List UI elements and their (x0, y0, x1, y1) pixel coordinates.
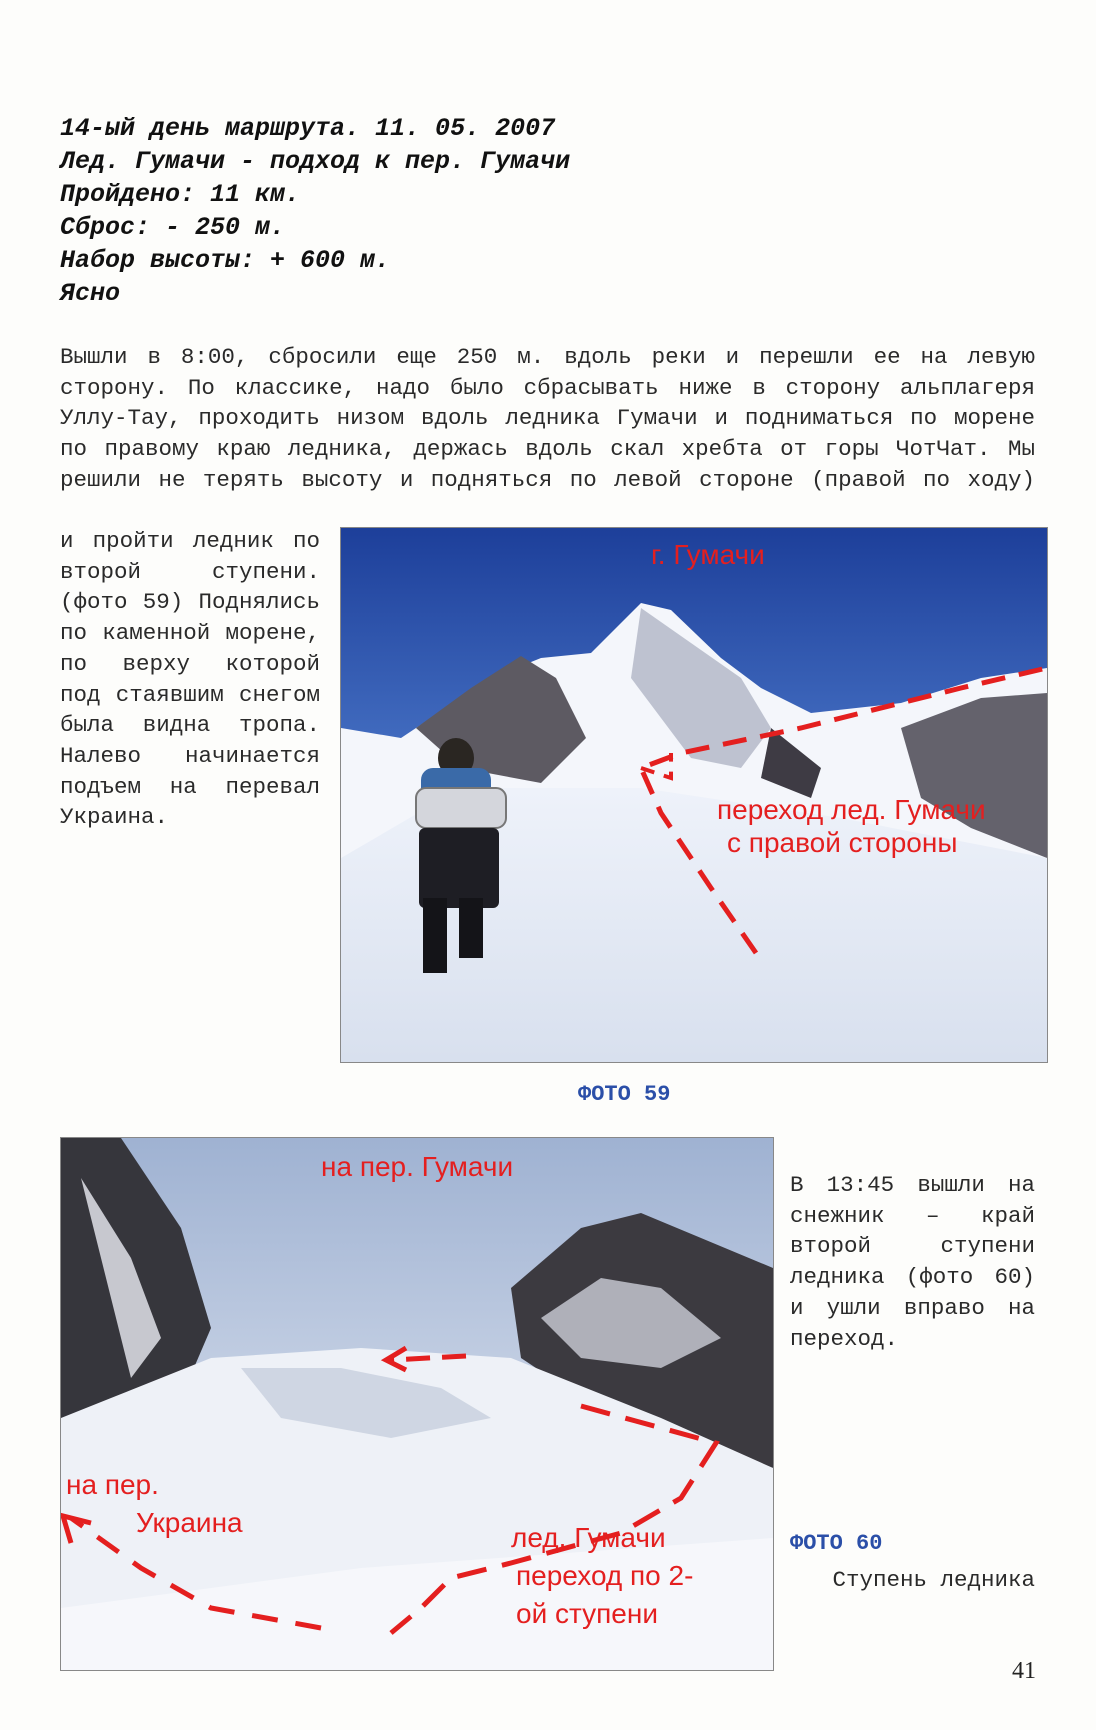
header-line-descent: Сброс: - 250 м. (60, 213, 286, 242)
caption-photo-59: ФОТО 59 (578, 1082, 671, 1107)
photo-60-subcaption: Ступень ледника (832, 1567, 1035, 1593)
side-paragraph-1: и пройти ледник по второй ступени. (фото 59) Поднялись по каменной морене, по верху которой под стаявшим снегом была видна тропа. Налево начинается подъем на перевал Украина. (60, 528, 320, 831)
label-glacier-line1: лед. Гумачи (511, 1522, 666, 1553)
intro-paragraph: Вышли в 8:00, сбросили еще 250 м. вдоль реки и перешли ее на левую сторону. По классике, надо было сбрасывать ниже в сторону альплагеря Уллу-Тау, проходить низом вдоль ледника Гумачи и подниматься по морене по правому краю ледника, держась вдоль скал хребта от горы ЧотЧат. Мы решили не терять высоту и подняться по левой стороне (правой по ходу) (60, 344, 1035, 493)
label-route-line2: с правой стороны (727, 827, 958, 858)
photo-60 (60, 1137, 774, 1671)
label-glacier-line3: ой ступени (516, 1598, 658, 1629)
label-glacier-line2: переход по 2- (516, 1560, 694, 1591)
header-line-distance: Пройдено: 11 км. (60, 180, 301, 209)
header-line-route: Лед. Гумачи - подход к пер. Гумачи (60, 147, 571, 176)
label-route-line1: переход лед. Гумачи (717, 794, 986, 825)
page-number: 41 (1012, 1658, 1036, 1684)
label-to-ukraina-line1: на пер. (66, 1469, 159, 1500)
label-to-gumachi-pass: на пер. Гумачи (321, 1151, 514, 1182)
side-paragraph-2: В 13:45 вышли на снежник – край второй ступени ледника (фото 60) и ушли вправо на переход. (790, 1172, 1035, 1352)
header-line-weather: Ясно (60, 279, 121, 308)
header-line-ascent: Набор высоты: + 600 м. (60, 246, 391, 275)
label-to-ukraina-line2: Украина (136, 1507, 243, 1538)
label-peak-gumachi: г. Гумачи (651, 539, 765, 570)
photo-59 (340, 527, 1048, 1063)
caption-photo-60: ФОТО 60 (790, 1531, 883, 1556)
day-header (60, 112, 570, 310)
header-line-date: 14-ый день маршрута. 11. 05. 2007 (60, 114, 556, 143)
